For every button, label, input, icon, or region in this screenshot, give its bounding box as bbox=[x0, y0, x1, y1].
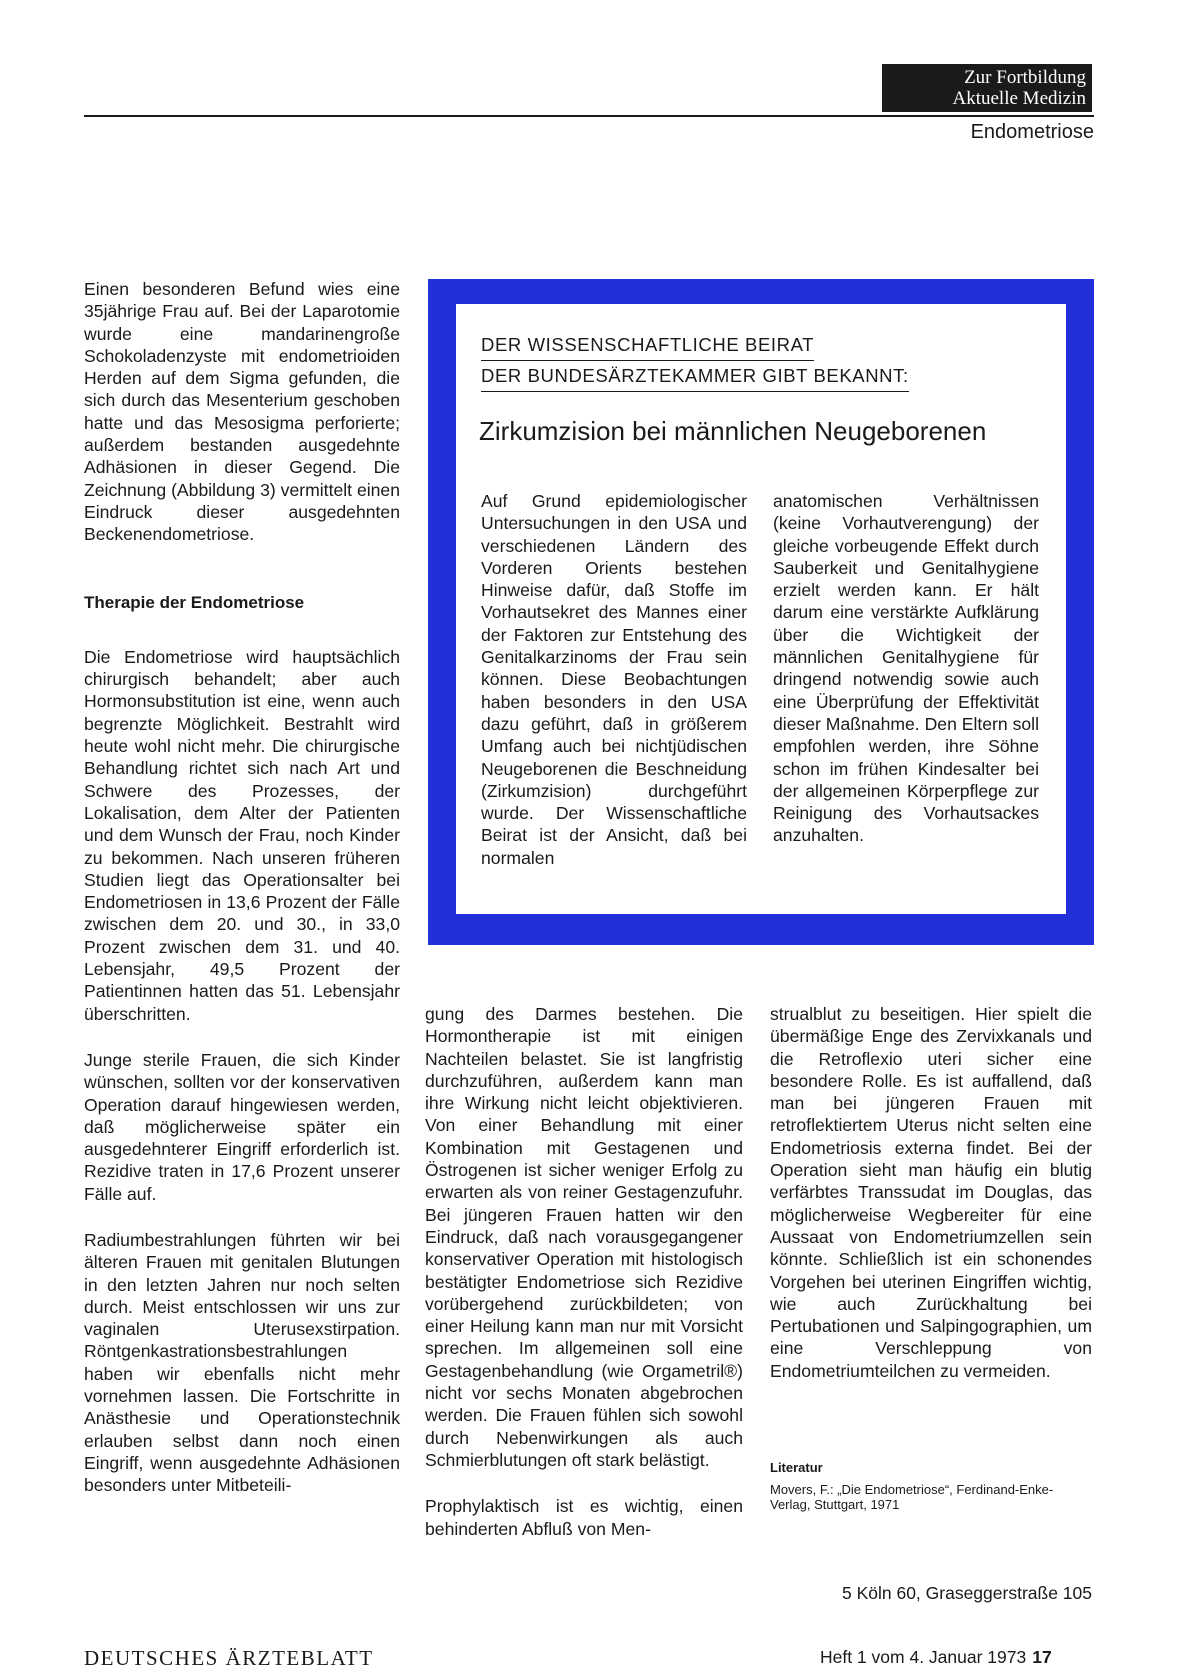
section-label-line1: Zur Fortbildung bbox=[964, 67, 1086, 88]
announcement-header bbox=[481, 330, 909, 392]
paragraph: Die Endometriose wird hauptsächlich chirurgisch behandelt; aber auch Hormonsubstitution ist eine, wenn auch begrenzte Möglichkeit. Bestrahlt wird heute wohl nicht mehr. Die chirurgische Behandlung richtet sich nach Art und Schwere des Prozesses, der Lokalisation, dem Alter der Patienten und dem Wunsch der Frau, noch Kinder zu bekommen. Nach unseren früheren Studien liegt das Operationsalter bei Endometriosen in 13,6 Prozent der Fälle zwischen dem 20. und 30., in 33,0 Prozent zwischen dem 31. und 40. Lebensjahr, 49,5 Prozent der Patientinnen hatten das 51. Lebensjahr überschritten. bbox=[84, 646, 400, 1024]
paragraph: Einen besonderen Befund wies eine 35jährige Frau auf. Bei der Laparotomie wurde eine mandarinengroße Schokoladenzyste mit endometrioiden Herden auf dem Sigma gefunden, die sich durch das Mesenterium geschoben hatte und das Mesosigma perforierte; außerdem bestanden ausgedehnte Adhäsionen in dieser Gegend. Die Zeichnung (Abbildung 3) vermittelt einen Eindruck dieser ausgedehnten Beckenendometriose. bbox=[84, 279, 400, 545]
paragraph: Auf Grund epidemiologischer Untersuchungen in den USA und verschiedenen Ländern des Vorderen Orients bestehen Hinweise dafür, daß Stoffe im Vorhautsekret des Mannes einer der Faktoren zur Entstehung des Genitalkarzinoms der Frau sein können. Diese Beobachtungen haben besonders in den USA dazu geführt, daß in größerem Umfang auch bei nichtjüdischen Neugeborenen die Beschneidung (Zirkumzision) durchgeführt wurde. Der Wissenschaftliche Beirat ist der Ansicht, daß bei normalen bbox=[481, 491, 747, 868]
announcement-line2: DER BUNDESÄRZTEKAMMER GIBT BEKANNT: bbox=[481, 361, 909, 392]
topic-label: Endometriose bbox=[970, 121, 1094, 143]
header-rule bbox=[84, 115, 1094, 117]
paragraph: Prophylaktisch ist es wichtig, einen behinderten Abfluß von Men- bbox=[425, 1496, 743, 1539]
section-label bbox=[882, 64, 1092, 112]
announcement-text-left bbox=[481, 490, 747, 869]
column-left bbox=[84, 278, 400, 1497]
literature-reference: Movers, F.: „Die Endometriose“, Ferdinand-Enke-Verlag, Stuttgart, 1971 bbox=[770, 1482, 1054, 1512]
journal-name: DEUTSCHES ÄRZTEBLATT bbox=[84, 1646, 374, 1670]
announcement-title: Zirkumzision bei männlichen Neugeborenen bbox=[479, 416, 987, 446]
issue-line bbox=[820, 1647, 1052, 1668]
author-address: 5 Köln 60, Graseggerstraße 105 bbox=[841, 1583, 1092, 1603]
paragraph: strualblut zu beseitigen. Hier spielt die übermäßige Enge des Zervixkanals und die Retroflexio uteri sicher eine besondere Rolle. Es ist auffallend, daß man bei jüngeren Frauen mit retroflektiertem Uterus nicht selten eine Endometriosis externa findet. Bei der Operation sieht man häufig ein blutig verfärbtes Transsudat im Douglas, das möglicherweise Wegbereiter für eine Aussaat von Endometriumzellen sein könnte. Schließlich ist ein schonendes Vorgehen bei uterinen Eingriffen wichtig, wie auch Zurückhaltung bei Pertubationen und Salpingographien, um eine Verschleppung von Endometriumteilchen zu vermeiden. bbox=[770, 1004, 1092, 1381]
paragraph: Junge sterile Frauen, die sich Kinder wünschen, sollten vor der konservativen Operation darauf hingewiesen werden, daß möglicherweise später ein ausgedehnterer Eingriff erforderlich ist. Rezidive traten in 17,6 Prozent unserer Fälle auf. bbox=[84, 1049, 400, 1204]
column-right bbox=[770, 1003, 1092, 1382]
issue-info: Heft 1 vom 4. Januar 1973 bbox=[820, 1647, 1027, 1667]
column-middle bbox=[425, 1003, 743, 1540]
paragraph: Radiumbestrahlungen führten wir bei älteren Frauen mit genitalen Blutungen in den letzten Jahren nur noch selten durch. Meist entschlossen wir uns zur vaginalen Uterusexstirpation. Röntgenkastrationsbestrahlungen haben wir ebenfalls nicht mehr vornehmen lassen. Die Fortschritte in Anästhesie und Operationstechnik erlauben selbst dann noch einen Eingriff, wenn ausgedehnte Adhäsionen besonders unter Mitbeteili- bbox=[84, 1229, 400, 1496]
paragraph: gung des Darmes bestehen. Die Hormontherapie ist mit einigen Nachteilen belastet. Sie ist langfristig durchzuführen, außerdem kann man ihre Wirkung nicht leicht objektivieren. Von einer Behandlung mit einer Kombination mit Gestagenen und Östrogenen ist sicher weniger Erfolg zu erwarten als von reiner Gestagenzufuhr. Bei jüngeren Frauen hatten wir den Eindruck, daß nach vorausgegangener konservativer Operation mit histologisch bestätigter Endometriose sich Rezidive vorübergehend zurückbildeten; von einer Heilung kann man nur mit Vorsicht sprechen. Im allgemeinen soll eine Gestagenbehandlung (wie Orgametril®) nicht vor sechs Monaten abgebrochen werden. Die Frauen fühlen sich sowohl durch Nebenwirkungen als auch Schmierblutungen oft stark belästigt. bbox=[425, 1004, 743, 1470]
page-number: 17 bbox=[1032, 1647, 1052, 1667]
literature-heading: Literatur bbox=[770, 1460, 823, 1475]
section-label-line2: Aktuelle Medizin bbox=[952, 88, 1086, 109]
section-heading: Therapie der Endometriose bbox=[84, 592, 305, 612]
announcement-text-right bbox=[773, 490, 1039, 847]
paragraph: anatomischen Verhältnissen (keine Vorhautverengung) der gleiche vorbeugende Effekt durch Sauberkeit und Genitalhygiene erzielt werden kann. Er hält darum eine verstärkte Aufklärung über die Wichtigkeit der männlichen Genitalhygiene für dringend notwendig sowie auch eine Überprüfung der Effektivität dieser Maßnahme. Den Eltern soll empfohlen werden, ihre Söhne schon im frühen Kindesalter bei der allgemeinen Körperpflege zur Reinigung des Vorhautsackes anzuhalten. bbox=[773, 491, 1039, 846]
announcement-line1: DER WISSENSCHAFTLICHE BEIRAT bbox=[481, 330, 814, 361]
